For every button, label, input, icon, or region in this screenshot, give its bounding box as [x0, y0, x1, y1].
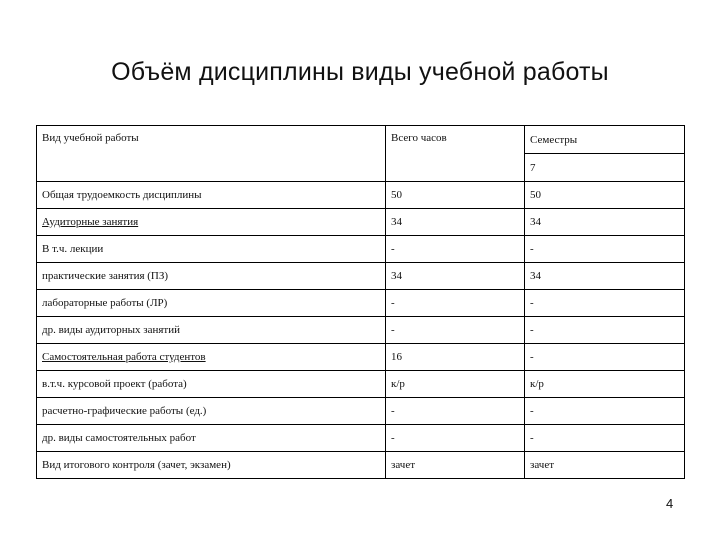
header-semesters: Семестры — [525, 126, 685, 154]
table-row — [37, 209, 685, 236]
table-header-row — [37, 126, 685, 154]
row-total: 16 — [386, 344, 525, 371]
header-type: Вид учебной работы — [37, 126, 386, 182]
workload-table — [36, 125, 685, 479]
row-sem7: - — [525, 398, 685, 425]
row-label: практические занятия (ПЗ) — [37, 263, 386, 290]
row-total: - — [386, 317, 525, 344]
slide-title: Объём дисциплины виды учебной работы — [111, 58, 609, 86]
row-sem7: - — [525, 290, 685, 317]
header-semester-number: 7 — [525, 154, 685, 182]
row-label: Общая трудоемкость дисциплины — [37, 182, 386, 209]
table-row — [37, 452, 685, 479]
row-sem7: к/р — [525, 371, 685, 398]
row-label: расчетно-графические работы (ед.) — [37, 398, 386, 425]
row-label: Аудиторные занятия — [42, 216, 139, 228]
row-label: др. виды аудиторных занятий — [37, 317, 386, 344]
row-label: Самостоятельная работа студентов — [42, 351, 206, 363]
table-row — [37, 182, 685, 209]
row-total: к/р — [386, 371, 525, 398]
table-row — [37, 236, 685, 263]
row-total: - — [386, 290, 525, 317]
row-label: др. виды самостоятельных работ — [37, 425, 386, 452]
table-row — [37, 263, 685, 290]
row-total: 34 — [386, 263, 525, 290]
table-row — [37, 425, 685, 452]
row-total: - — [386, 236, 525, 263]
row-sem7: 34 — [525, 209, 685, 236]
page-number: 4 — [666, 496, 674, 511]
row-sem7: - — [525, 236, 685, 263]
row-label: В т.ч. лекции — [37, 236, 386, 263]
row-label: Вид итогового контроля (зачет, экзамен) — [37, 452, 386, 479]
table-row — [37, 371, 685, 398]
row-sem7: - — [525, 317, 685, 344]
table-row — [37, 398, 685, 425]
row-total: зачет — [386, 452, 525, 479]
row-total: 34 — [386, 209, 525, 236]
header-total-hours: Всего часов — [386, 126, 525, 182]
row-label: в.т.ч. курсовой проект (работа) — [37, 371, 386, 398]
row-label: лабораторные работы (ЛР) — [37, 290, 386, 317]
row-total: - — [386, 425, 525, 452]
row-sem7: 34 — [525, 263, 685, 290]
row-total: - — [386, 398, 525, 425]
row-sem7: - — [525, 344, 685, 371]
row-sem7: 50 — [525, 182, 685, 209]
row-sem7: зачет — [525, 452, 685, 479]
table-row — [37, 344, 685, 371]
table-row — [37, 290, 685, 317]
row-total: 50 — [386, 182, 525, 209]
row-sem7: - — [525, 425, 685, 452]
table-row — [37, 317, 685, 344]
